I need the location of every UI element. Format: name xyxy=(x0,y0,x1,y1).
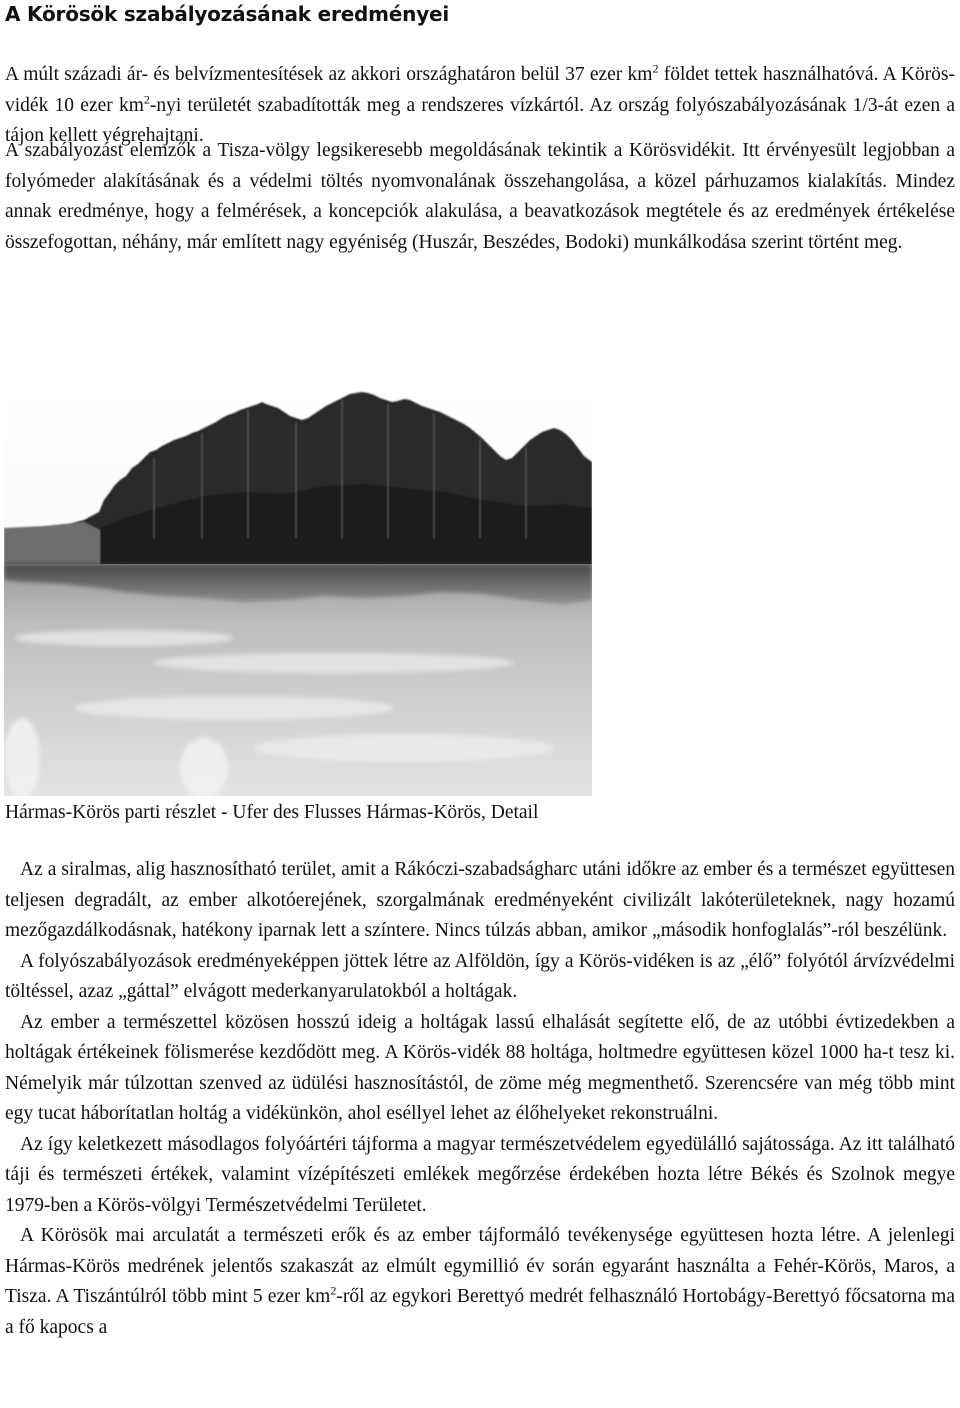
river-water xyxy=(4,564,592,796)
paragraph-7 xyxy=(5,1221,955,1343)
intro-text-c: -nyi területét szabadították meg a rendszeres vízkártól. Az ország folyószabályozásának 1/3-át ezen a tájon kellett végrehajtani. xyxy=(5,94,955,146)
superscript-2: 2 xyxy=(652,61,659,76)
intro-text-a: A múlt századi ár- és belvízmentesítések az akkori országhatáron belül 37 ezer km xyxy=(5,64,653,85)
paragraph-7-text-b: -ről az egykori Berettyó medrét felhasználó Hortobágy-Berettyó főcsatorna ma a fő kapocs a xyxy=(5,1286,955,1338)
intro-text-b: földet tettek használhatóvá. A Körös-vidék 10 ezer km xyxy=(5,64,955,116)
paragraph-5: Az ember a természettel közösen hosszú ideig a holtágak lassú elhalását segítette elő, de az utóbbi évtizedekben a holtágak értékeinek fölismerése kezdődött meg. A Körös-vidék 88 holtága, holtmedre együttesen közel 1000 ha-t tesz ki. Némelyik már túlzottan szenved az üdülési hasznosítástól, de zöme még megmenthető. Szerencsére van még több mint egy tucat háborítatlan holtág a vidékünkön, ahol eséllyel lehet az élőhelyeket rekonstruálni. xyxy=(5,1011,955,1124)
paragraph-6: Az így keletkezett másodlagos folyóártéri tájforma a magyar természetvédelem egyedülálló sajátossága. Az itt található táji és természeti értékek, valamint vízépítészeti emlékek megőrzése érdekében hozta létre Békés és Szolnok megye 1979-ben a Körös-völgyi Természetvédelmi Területet. xyxy=(5,1133,955,1216)
paragraph-3: Az a siralmas, alig hasznosítható terület, amit a Rákóczi-szabadságharc utáni időkre az ember és a természet együttesen teljesen degradált, az ember alkotóerejének, szorgalmának eredményeként civilizált lakóterületeknek, nagy hozamú mezőgazdálkodásnak, hatékony iparnak lett a színtere. Nincs túlzás abban, amikor „második honfoglalás”-ról beszélünk. xyxy=(5,859,955,941)
intro-paragraph-2: A szabályozást elemzők a Tisza-völgy legsikeresebb megoldásának tekintik a Körösvidékit. Itt érvényesült legjobban a folyómeder alakításának és a védelmi töltés nyomvonalának összehangolása, a közel párhuzamos kialakítás. Mindez annak eredménye, hogy a felmérések, a koncepciók alakulása, a beavatkozások megtétele és az eredmények értékelése összefogottan, néhány, már említett nagy egyéniség (Huszár, Beszédes, Bodoki) munkálkodása szerint történt meg. xyxy=(5,140,955,253)
superscript-2: 2 xyxy=(330,1283,337,1298)
river-photo xyxy=(4,388,592,796)
body-text xyxy=(5,855,955,1343)
paragraph-7-text-a: A Körösök mai arculatát a természeti erők és az ember tájformáló tevékenysége együttesen hozta létre. A jelenlegi Hármas-Körös medrének jelentős szakaszát az elmúlt egymillió év során egyaránt használta a Fehér-Körös, Maros, a Tisza. A Tiszántúlról több mint 5 ezer km xyxy=(5,1225,955,1307)
page-title: A Körösök szabályozásának eredményei xyxy=(5,2,450,26)
paragraph-4: A folyószabályozások eredményeképpen jöttek létre az Alföldön, így a Körös-vidéken is az „élő” folyótól árvízvédelmi töltéssel, azaz „gáttal” elvágott mederkanyarulatokból a holtágak. xyxy=(5,950,955,1002)
superscript-2: 2 xyxy=(143,92,150,106)
figure-caption: Hármas-Körös parti részlet - Ufer des Flusses Hármas-Körös, Detail xyxy=(5,802,539,823)
